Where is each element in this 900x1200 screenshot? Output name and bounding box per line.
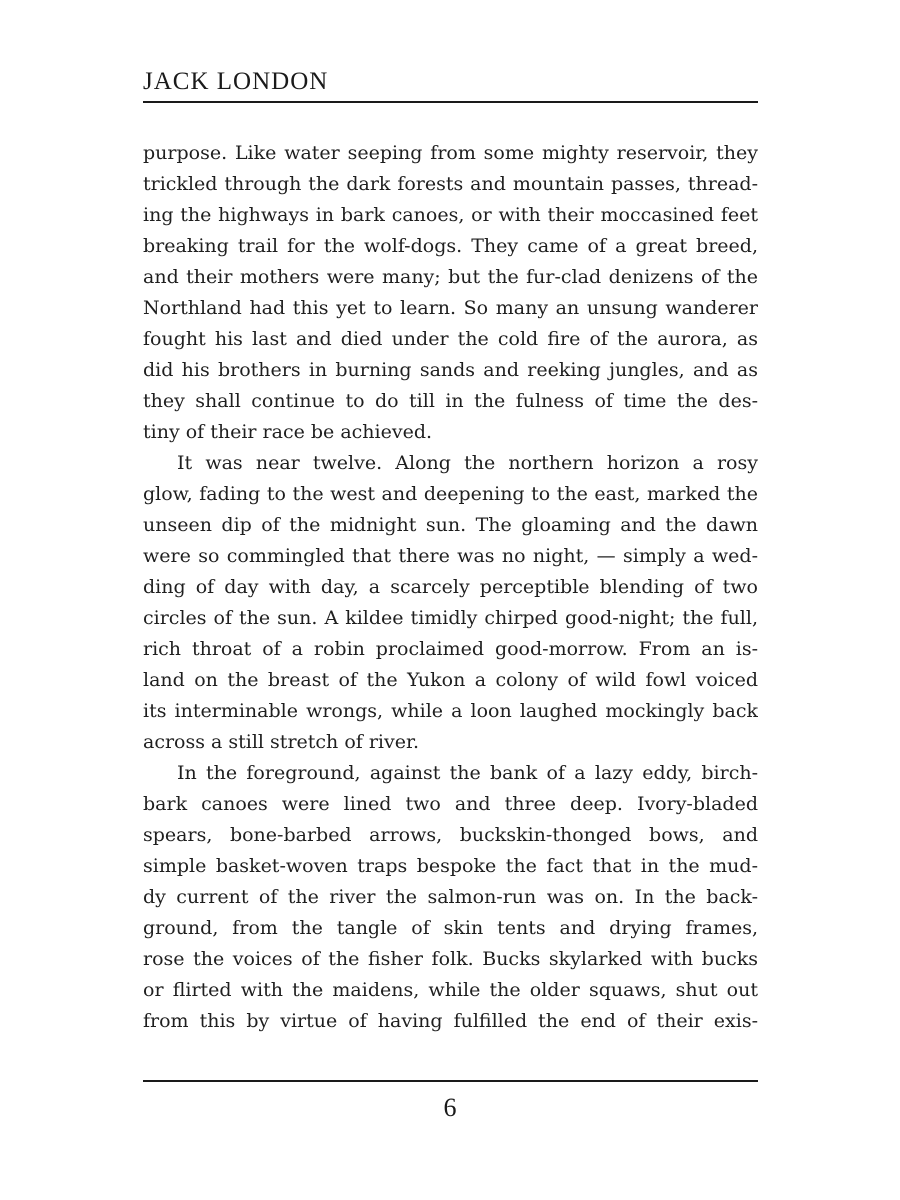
text-line: It was near twelve. Along the northern horizon a rosy	[177, 452, 758, 474]
text-line: they shall continue to do till in the fulness of time the des-	[143, 390, 758, 412]
body-text	[143, 138, 758, 1037]
text-line: rose the voices of the fisher folk. Bucks skylarked with bucks	[143, 948, 758, 970]
text-line: its interminable wrongs, while a loon laughed mockingly back	[143, 700, 758, 722]
text-line: across a still stretch of river.	[143, 731, 420, 753]
text-line: dy current of the river the salmon-run was on. In the back-	[143, 886, 758, 908]
text-line: spears, bone-barbed arrows, buckskin-thonged bows, and	[143, 824, 758, 846]
running-head-author: JACK LONDON	[143, 68, 329, 95]
text-line: ing the highways in bark canoes, or with their moccasined feet	[143, 204, 758, 226]
text-line: did his brothers in burning sands and reeking jungles, and as	[143, 359, 758, 381]
text-line: and their mothers were many; but the fur-clad denizens of the	[143, 266, 758, 288]
text-line: circles of the sun. A kildee timidly chirped good-night; the full,	[143, 607, 758, 629]
text-line: or flirted with the maidens, while the older squaws, shut out	[143, 979, 758, 1001]
text-line: rich throat of a robin proclaimed good-morrow. From an is-	[143, 638, 758, 660]
text-line: glow, fading to the west and deepening to the east, marked the	[143, 483, 758, 505]
header-rule	[143, 101, 758, 103]
text-line: unseen dip of the midnight sun. The gloaming and the dawn	[143, 514, 758, 536]
text-line: Northland had this yet to learn. So many an unsung wanderer	[143, 297, 758, 319]
text-line: from this by virtue of having fulfilled the end of their exis-	[143, 1010, 758, 1032]
text-line: ground, from the tangle of skin tents and drying frames,	[143, 917, 758, 939]
text-line: purpose. Like water seeping from some mighty reservoir, they	[143, 142, 758, 164]
text-line: trickled through the dark forests and mountain passes, thread-	[143, 173, 758, 195]
text-line: simple basket-woven traps bespoke the fact that in the mud-	[143, 855, 758, 877]
text-line: tiny of their race be achieved.	[143, 421, 433, 443]
text-line: breaking trail for the wolf-dogs. They came of a great breed,	[143, 235, 758, 257]
text-line: bark canoes were lined two and three deep. Ivory-bladed	[143, 793, 758, 815]
footer-rule	[143, 1080, 758, 1082]
text-line: ding of day with day, a scarcely perceptible blending of two	[143, 576, 758, 598]
text-line: fought his last and died under the cold fire of the aurora, as	[143, 328, 758, 350]
text-line: In the foreground, against the bank of a lazy eddy, birch-	[177, 762, 758, 784]
text-line: were so commingled that there was no night, — simply a wed-	[143, 545, 758, 567]
page-number: 6	[443, 1093, 457, 1122]
text-line: land on the breast of the Yukon a colony of wild fowl voiced	[143, 669, 758, 691]
